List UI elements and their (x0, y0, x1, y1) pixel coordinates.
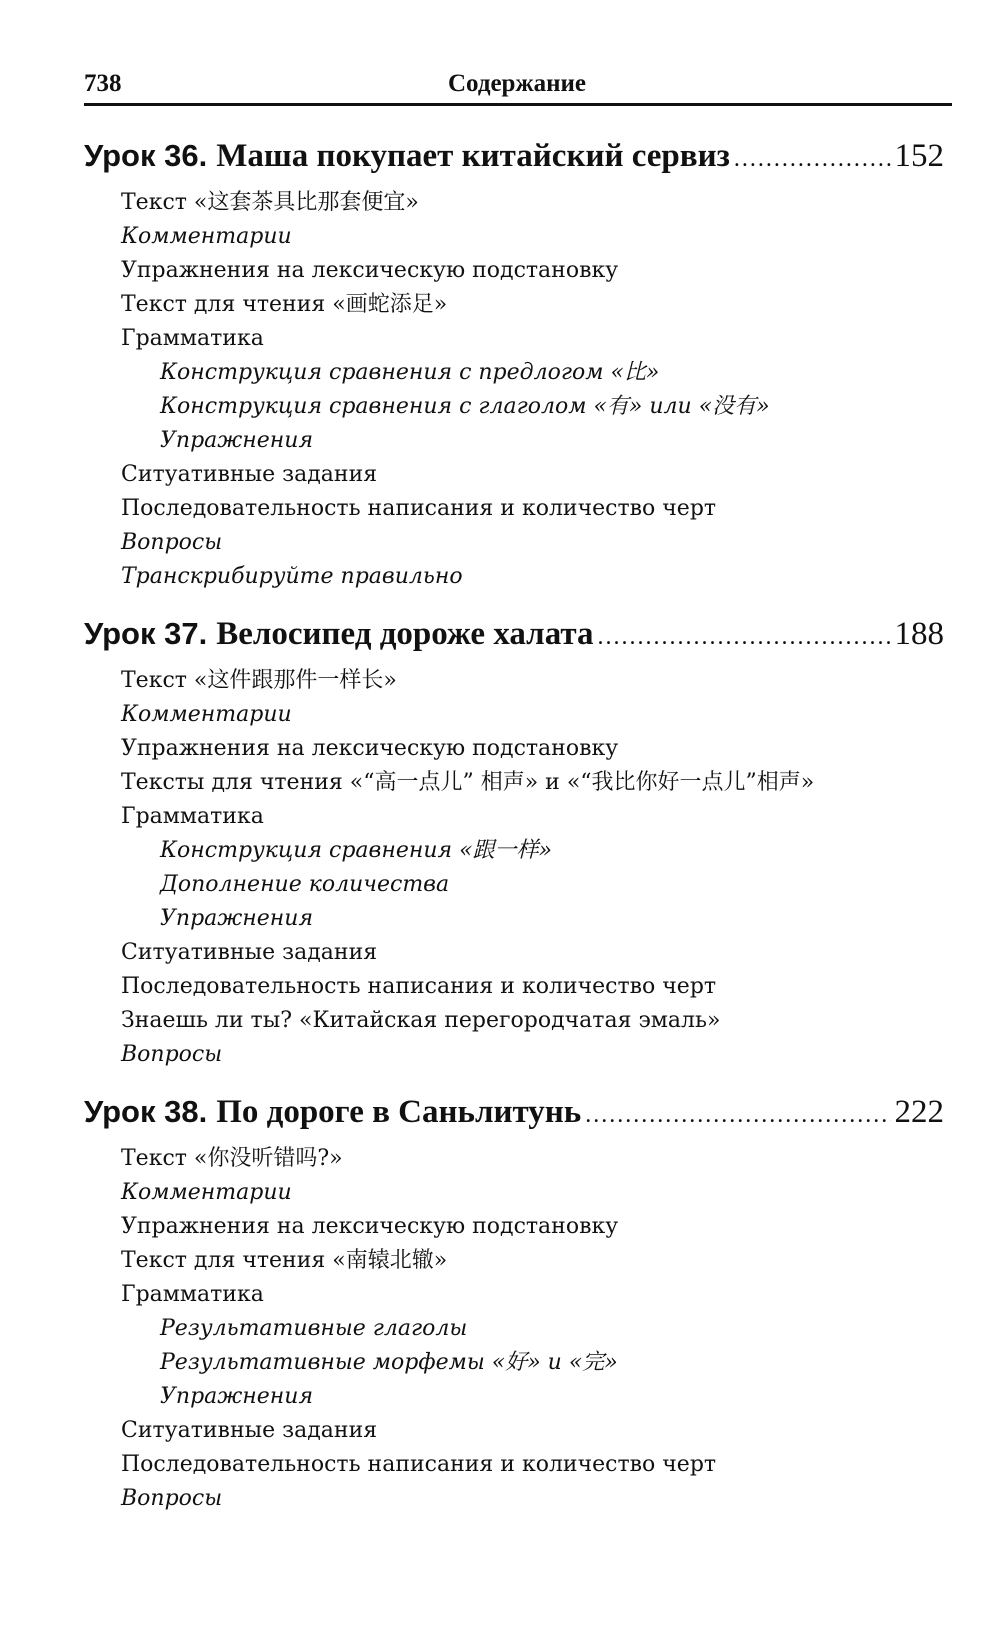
toc-subentry[interactable]: Упражнения (160, 428, 314, 453)
toc-entry[interactable]: Грамматика (121, 1282, 264, 1307)
toc-entry[interactable]: Ситуативные задания (121, 1418, 378, 1443)
toc-entry[interactable]: Вопросы (121, 530, 223, 555)
toc-entry[interactable]: Последовательность написания и количество черт (121, 974, 717, 999)
lesson-heading[interactable] (84, 616, 944, 664)
toc-entry[interactable]: Грамматика (121, 326, 264, 351)
toc-subentry[interactable]: Упражнения (160, 1384, 314, 1409)
toc-entry[interactable]: Комментарии (121, 702, 292, 727)
toc-entry[interactable]: Текст «这套茶具比那套便宜» (121, 190, 419, 215)
toc-entry[interactable]: Текст для чтения «画蛇添足» (121, 292, 448, 317)
toc-entry[interactable]: Вопросы (121, 1042, 223, 1067)
toc-entry[interactable]: Вопросы (121, 1486, 223, 1511)
lesson-title: По дороге в Саньлитунь (216, 1094, 582, 1130)
lesson-heading[interactable] (84, 138, 944, 186)
lesson-page-number: 188 (894, 616, 944, 652)
toc-entry[interactable]: Комментарии (121, 224, 292, 249)
toc-entry[interactable]: Ситуативные задания (121, 462, 378, 487)
toc-entry[interactable]: Комментарии (121, 1180, 292, 1205)
toc-entry[interactable]: Ситуативные задания (121, 940, 378, 965)
toc-subentry[interactable]: Конструкция сравнения с предлогом «比» (160, 360, 660, 385)
toc-entry[interactable]: Знаешь ли ты? «Китайская перегородчатая эмаль» (121, 1008, 721, 1033)
lesson-page-number: 152 (894, 138, 944, 174)
lesson-section (84, 616, 944, 1072)
lesson-title: Велосипед дороже халата (216, 616, 594, 652)
dot-leader (597, 624, 890, 651)
toc-entry[interactable]: Грамматика (121, 804, 264, 829)
page-header (84, 68, 950, 108)
header-rule (84, 103, 952, 106)
toc-entry[interactable]: Упражнения на лексическую подстановку (121, 736, 619, 761)
lesson-heading[interactable] (84, 1094, 944, 1142)
toc-subentry[interactable]: Дополнение количества (160, 872, 450, 897)
toc-entry[interactable]: Текст «你没听错吗?» (121, 1146, 343, 1171)
page-number: 738 (84, 70, 122, 97)
toc-entry[interactable]: Транскрибируйте правильно (121, 564, 463, 589)
lesson-section (84, 1094, 944, 1516)
lesson-number: Урок 36. (84, 138, 208, 173)
toc-subentry[interactable]: Конструкция сравнения с глаголом «有» или «没有» (160, 394, 770, 419)
toc-entry[interactable]: Текст «这件跟那件一样长» (121, 668, 397, 693)
lesson-number: Урок 37. (84, 616, 208, 651)
toc-entry[interactable]: Тексты для чтения «“高一点儿” 相声» и «“我比你好一点儿”相声» (121, 770, 815, 795)
dot-leader (585, 1102, 890, 1129)
toc-subentry[interactable]: Упражнения (160, 906, 314, 931)
toc-entry[interactable]: Упражнения на лексическую подстановку (121, 1214, 619, 1239)
table-of-contents (84, 138, 944, 1538)
toc-subentry[interactable]: Результативные морфемы «好» и «完» (160, 1350, 618, 1375)
lesson-title: Маша покупает китайский сервиз (216, 138, 730, 174)
toc-entry[interactable]: Текст для чтения «南辕北辙» (121, 1248, 448, 1273)
lesson-number: Урок 38. (84, 1094, 208, 1129)
toc-entry[interactable]: Упражнения на лексическую подстановку (121, 258, 619, 283)
running-title: Содержание (447, 70, 586, 97)
toc-subentry[interactable]: Конструкция сравнения «跟一样» (160, 838, 552, 863)
toc-entry[interactable]: Последовательность написания и количество черт (121, 1452, 717, 1477)
lesson-section (84, 138, 944, 594)
toc-subentry[interactable]: Результативные глаголы (160, 1316, 468, 1341)
dot-leader (734, 146, 891, 173)
toc-entry[interactable]: Последовательность написания и количество черт (121, 496, 717, 521)
lesson-page-number: 222 (894, 1094, 944, 1130)
